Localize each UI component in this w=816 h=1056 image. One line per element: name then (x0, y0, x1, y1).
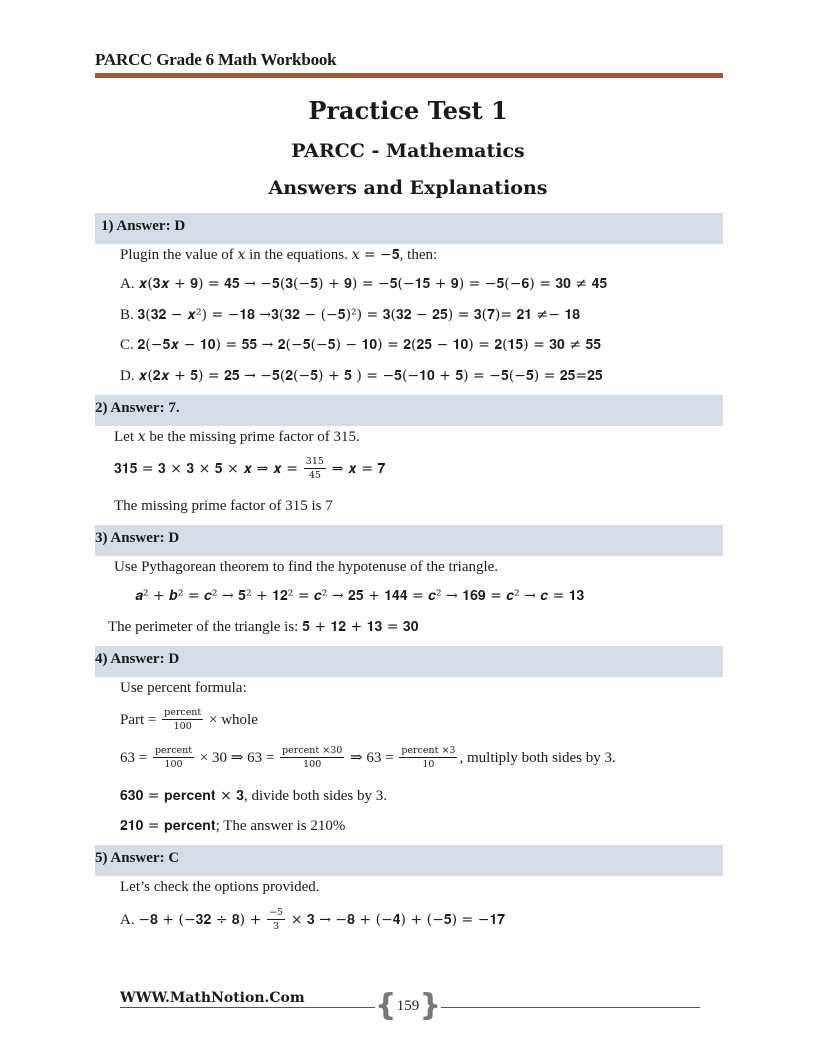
q5-intro: Let’s check the options provided. (120, 879, 320, 895)
answer-band-2 (95, 395, 723, 426)
answer-heading: 5) Answer: C (95, 850, 180, 866)
text: The perimeter of the triangle is: (108, 619, 303, 635)
option-label: A. (120, 276, 135, 292)
equation: 𝟔𝟑𝟎 = 𝐩𝐞𝐫𝐜𝐞𝐧𝐭 × 𝟑 (120, 788, 245, 804)
q3-perimeter (108, 619, 418, 636)
header-rule (95, 73, 723, 78)
q4-step-result (120, 818, 345, 835)
left-brace-icon: { (375, 988, 397, 1023)
denominator: 10 (422, 759, 435, 771)
text: Let (114, 429, 138, 445)
math-var: 𝑥 (137, 429, 146, 445)
option-label: D. (120, 368, 135, 384)
text: Plugin the value of (120, 247, 238, 263)
fraction (162, 708, 203, 733)
page-subtitle: PARCC - Mathematics (291, 140, 525, 162)
q3-equation (135, 588, 584, 605)
math-value: 𝑥 = −𝟓 (351, 247, 400, 263)
equation: 𝟐𝟏𝟎 = 𝐩𝐞𝐫𝐜𝐞𝐧𝐭 (120, 818, 216, 834)
answer-band-4 (95, 646, 723, 677)
right-brace-icon: } (419, 988, 441, 1023)
q1-option-a (120, 276, 607, 293)
q3-intro: Use Pythagorean theorem to find the hypotenuse of the triangle. (114, 559, 499, 575)
text: , divide both sides by 3. (244, 788, 387, 804)
denominator: 3 (273, 921, 280, 933)
denominator: 100 (173, 721, 192, 733)
equation: × 𝟑 → −𝟖 + (−𝟒) + (−𝟓) = −𝟏𝟕 (290, 911, 506, 928)
equation: 𝒂² + 𝒃² = 𝒄² → 𝟓² + 𝟏𝟐² = 𝒄² → 𝟐𝟓 + 𝟏𝟒𝟒 = 𝒄² → 𝟏𝟔𝟗 = 𝒄² → 𝒄 = 𝟏𝟑 (135, 588, 585, 604)
numerator: −5 (267, 908, 285, 920)
text: ⇒ 63 = (350, 749, 394, 766)
option-label: C. (120, 337, 134, 353)
fraction (399, 746, 457, 771)
equation: ⇒ 𝒙 = 𝟕 (331, 460, 386, 477)
q1-option-b (120, 307, 580, 324)
answer-band-5 (95, 845, 723, 876)
footer-website: WWW.MathNotion.Com (120, 990, 305, 1006)
q1-option-d (120, 368, 603, 385)
numerator: percent (162, 708, 203, 720)
equation: 𝒙(𝟑𝒙 + 𝟗) = 𝟒𝟓 → −𝟓(𝟑(−𝟓) + 𝟗) = −𝟓(−𝟏𝟓 + 𝟗) = −𝟓(−𝟔) = 𝟑𝟎 ≠ 𝟒𝟓 (138, 276, 608, 292)
equation: 𝟓 + 𝟏𝟐 + 𝟏𝟑 = 𝟑𝟎 (302, 619, 419, 635)
numerator: percent (153, 746, 194, 758)
answer-band-3 (95, 525, 723, 556)
section-title: Answers and Explanations (268, 177, 548, 199)
q1-option-c (120, 337, 601, 354)
answer-band-1 (95, 213, 723, 244)
q2-conclusion: The missing prime factor of 315 is 7 (114, 498, 333, 514)
text: , multiply both sides by 3. (459, 749, 616, 766)
q4-step-multiply (120, 788, 387, 805)
numerator: percent ×3 (399, 746, 457, 758)
option-label: B. (120, 307, 134, 323)
denominator: 100 (303, 759, 322, 771)
fraction (153, 746, 194, 771)
answer-heading: 4) Answer: D (95, 651, 180, 667)
text: × whole (209, 711, 258, 728)
text: × 30 ⇒ 63 = (199, 749, 275, 766)
text: ; The answer is 210% (215, 818, 346, 834)
denominator: 100 (164, 759, 183, 771)
fraction (304, 457, 326, 482)
text: , then: (399, 247, 438, 263)
numerator: 315 (304, 457, 326, 469)
math-var: 𝑥 (237, 247, 246, 263)
page-title: Practice Test 1 (308, 96, 508, 125)
numerator: percent ×30 (280, 746, 344, 758)
answer-heading: 3) Answer: D (95, 530, 180, 546)
text: Part = (120, 711, 161, 728)
text: be the missing prime factor of 315. (145, 429, 360, 445)
q4-formula (120, 708, 258, 733)
q4-intro: Use percent formula: (120, 680, 247, 696)
fraction (280, 746, 344, 771)
denominator: 45 (308, 470, 321, 482)
workbook-title: PARCC Grade 6 Math Workbook (95, 50, 337, 69)
page-number-box (375, 990, 441, 1024)
q2-equation (114, 457, 385, 482)
q2-intro (114, 429, 360, 446)
q4-derivation (120, 746, 616, 771)
equation: 𝟑𝟏𝟓 = 𝟑 × 𝟑 × 𝟓 × 𝒙 ⇒ 𝒙 = (114, 460, 299, 477)
option-label: A. (120, 911, 135, 928)
text: 63 = (120, 749, 148, 766)
page-number: 159 (396, 998, 420, 1014)
answer-heading: 2) Answer: 7. (95, 400, 180, 416)
text: in the equations. (245, 247, 352, 263)
equation: 𝒙(𝟐𝒙 + 𝟓) = 𝟐𝟓 → −𝟓(𝟐(−𝟓) + 𝟓 ) = −𝟓(−𝟏𝟎 + 𝟓) = −𝟓(−𝟓) = 𝟐𝟓=𝟐𝟓 (138, 368, 603, 384)
fraction (267, 908, 285, 933)
q1-intro (120, 247, 437, 264)
equation: 𝟑(𝟑𝟐 − 𝒙²) = −𝟏𝟖 →𝟑(𝟑𝟐 − (−𝟓)²) = 𝟑(𝟑𝟐 − 𝟐𝟓) = 𝟑(𝟕)= 𝟐𝟏 ≠− 𝟏𝟖 (137, 307, 581, 323)
equation: 𝟐(−𝟓𝒙 − 𝟏𝟎) = 𝟓𝟓 → 𝟐(−𝟓(−𝟓) − 𝟏𝟎) = 𝟐(𝟐𝟓 − 𝟏𝟎) = 𝟐(𝟏𝟓) = 𝟑𝟎 ≠ 𝟓𝟓 (137, 337, 602, 353)
equation: −𝟖 + (−𝟑𝟐 ÷ 𝟖) + (138, 911, 262, 928)
answer-heading: 1) Answer: D (101, 218, 186, 234)
q5-option-a (120, 908, 505, 933)
